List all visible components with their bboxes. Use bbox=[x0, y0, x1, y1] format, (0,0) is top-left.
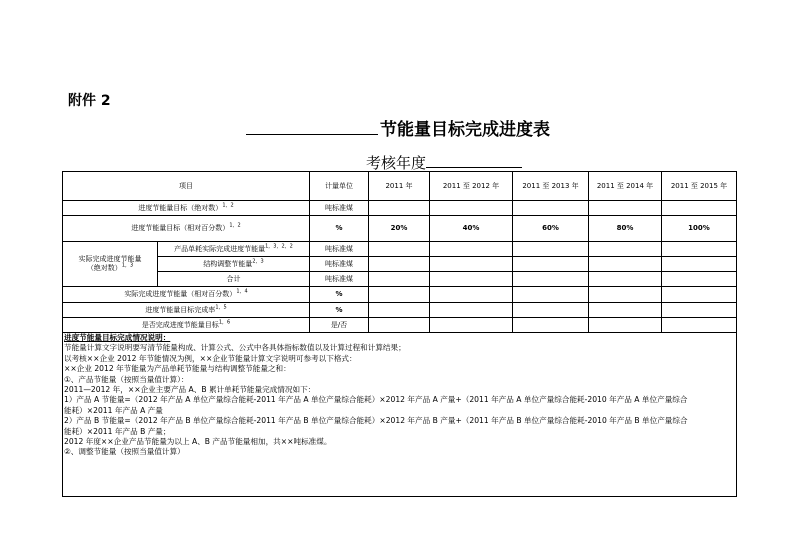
page-title bbox=[246, 115, 550, 140]
notes-line: 2012 年度××企业产品节能量为以上 A、B 产品节能量相加，共××吨标准煤。 bbox=[64, 437, 332, 447]
year-blank-line bbox=[426, 153, 522, 168]
notes-line: 以考核××企业 2012 年节能情况为例，××企业节能量计算文字说明可参考以下格式： bbox=[64, 353, 357, 363]
table-row bbox=[63, 201, 737, 216]
target-value: 40% bbox=[430, 216, 513, 242]
notes-line: ××企业 2012 年节能量为产品单耗节能量与结构调整节能量之和： bbox=[64, 364, 291, 374]
row-label: 进度节能量目标（相对百分数）$^{1,2}$ bbox=[63, 216, 310, 242]
header-year: 2011 至 2013 年 bbox=[513, 172, 589, 201]
table-row bbox=[63, 272, 737, 287]
notes-line: 2011—2012 年，××企业主要产品 A、B 累计单耗节能量完成情况如下： bbox=[64, 385, 316, 395]
row-unit: 吨标准煤 bbox=[310, 242, 369, 257]
year-label: 考核年度 bbox=[366, 154, 427, 172]
row-unit: % bbox=[310, 303, 369, 318]
row-label: 进度节能量目标（绝对数）$^{1,2}$ bbox=[63, 201, 310, 216]
row-unit: % bbox=[310, 216, 369, 242]
notes-line: 1）产品 A 节能量=（2012 年产品 A 单位产量综合能耗-2011 年产品 A 单位产量综合能耗）×2012 年产品 A 产量+（2011 年产品 A 单位产量综合能耗-2010 年产品 A 单位产量综合 bbox=[64, 395, 688, 405]
header-year: 2011 至 2014 年 bbox=[589, 172, 662, 201]
row-unit: % bbox=[310, 287, 369, 303]
row-unit: 吨标准煤 bbox=[310, 201, 369, 216]
table-row bbox=[63, 318, 737, 333]
row-unit: 吨标准煤 bbox=[310, 257, 369, 272]
notes-line: 节能量计算文字说明要写清节能量构成、计算公式、公式中各具体指标数值以及计算过程和计算结果； bbox=[64, 343, 406, 353]
row-label: 实际完成进度节能量（相对百分数）$^{1,4}$ bbox=[63, 287, 310, 303]
row-unit: 是/否 bbox=[310, 318, 369, 333]
header-item: 项目 bbox=[63, 172, 310, 201]
header-unit: 计量单位 bbox=[310, 172, 369, 201]
table-row bbox=[63, 257, 737, 272]
group-label: 实际完成进度节能量 （绝对数）$^{1,3}$ bbox=[63, 242, 158, 287]
attachment-label: 附件 2 bbox=[68, 93, 111, 109]
notes-line: 能耗）×2011 年产品 B 产量； bbox=[64, 426, 171, 436]
notes-line: 能耗）×2011 年产品 A 产量 bbox=[64, 405, 163, 415]
table-row bbox=[63, 287, 737, 303]
notes-line: 2）产品 B 节能量=（2012 年产品 B 单位产量综合能耗-2011 年产品 B 单位产量综合能耗）×2012 年产品 B 产量+（2011 年产品 B 单位产量综合能耗-2010 年产品 B 单位产量综合 bbox=[64, 416, 688, 426]
notes-heading: 进度节能量目标完成情况说明： bbox=[64, 333, 171, 342]
header-year: 2011 至 2015 年 bbox=[662, 172, 737, 201]
title-text: 节能量目标完成进度表 bbox=[380, 120, 550, 140]
target-value: 80% bbox=[589, 216, 662, 242]
header-year: 2011 年 bbox=[369, 172, 430, 201]
notes-line: ②、调整节能量（按照当量值计算） bbox=[64, 447, 185, 457]
row-label: 产品单耗实际完成进度节能量$^{1,3,2,2}$ bbox=[158, 242, 310, 257]
notes-block bbox=[64, 333, 734, 458]
target-value: 20% bbox=[369, 216, 430, 242]
table-row bbox=[63, 216, 737, 242]
header-row bbox=[63, 172, 737, 201]
row-label: 合计 bbox=[158, 272, 310, 287]
target-value: 60% bbox=[513, 216, 589, 242]
row-label: 是否完成进度节能量目标$^{1,6}$ bbox=[63, 318, 310, 333]
table-row bbox=[63, 303, 737, 318]
table-row bbox=[63, 242, 737, 257]
assessment-year bbox=[366, 152, 522, 173]
row-unit: 吨标准煤 bbox=[310, 272, 369, 287]
title-blank-line bbox=[246, 118, 378, 135]
row-label: 进度节能量目标完成率$^{1,5}$ bbox=[63, 303, 310, 318]
header-year: 2011 至 2012 年 bbox=[430, 172, 513, 201]
row-label: 结构调整节能量$^{2,3}$ bbox=[158, 257, 310, 272]
notes-line: ①、产品节能量（按照当量值计算）： bbox=[64, 374, 189, 384]
target-value: 100% bbox=[662, 216, 737, 242]
